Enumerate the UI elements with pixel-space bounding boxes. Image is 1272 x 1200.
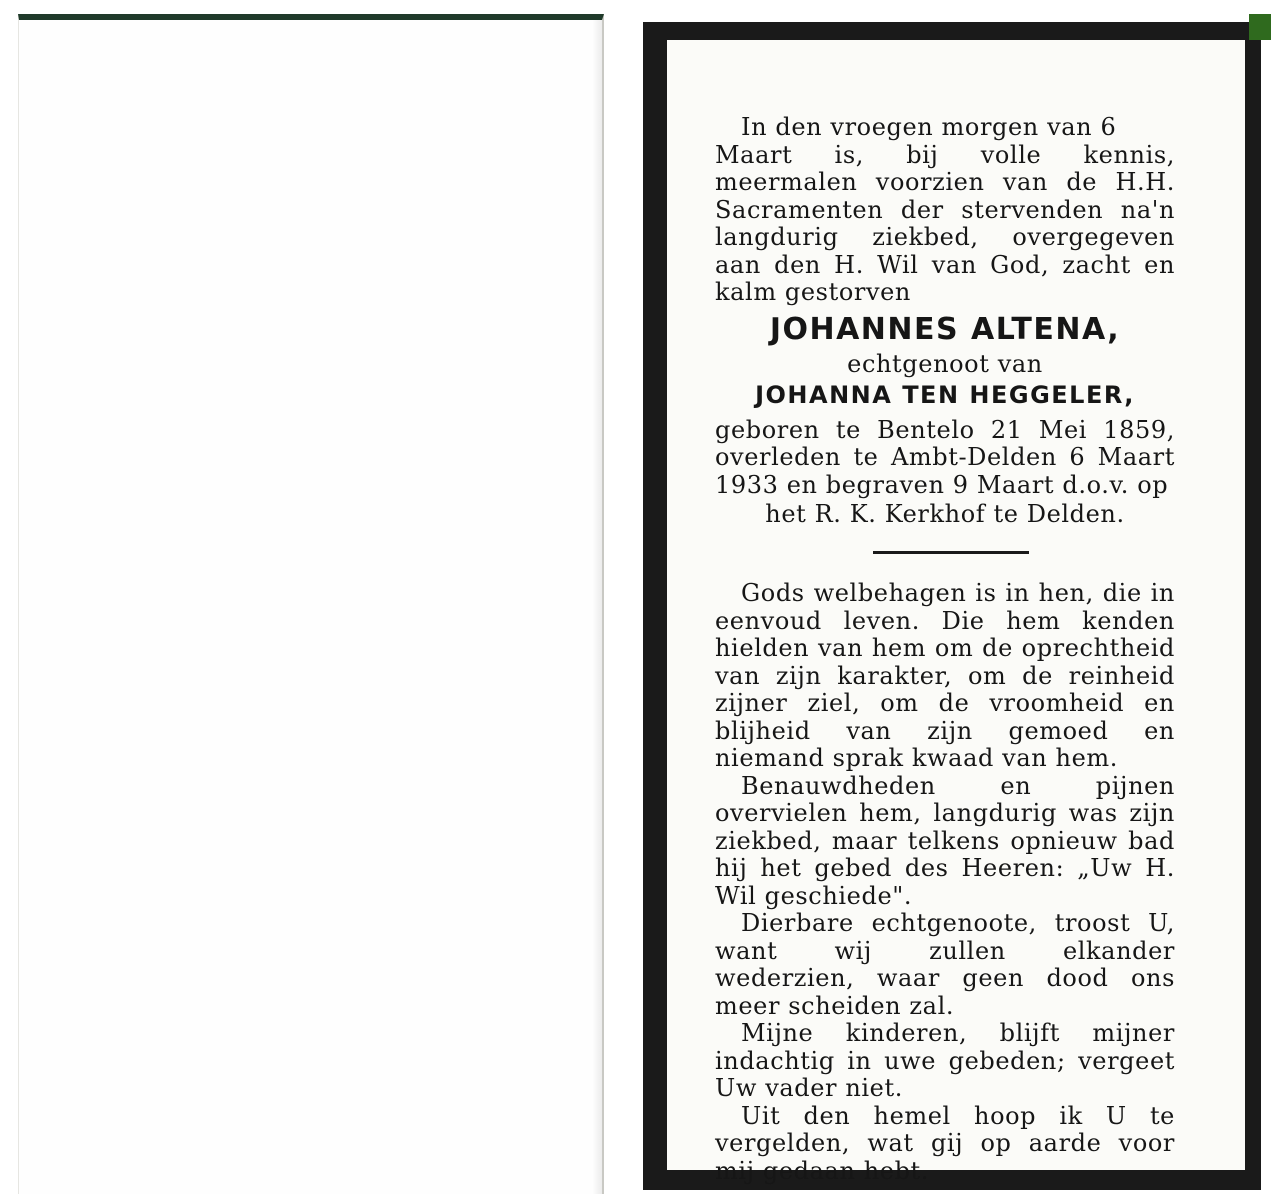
memorial-paragraph: Gods welbehagen is in hen, die in eenvoud leven. Die hem kenden hielden van hem om de oprechtheid van zijn karakter, om de reinheid zijner ziel, om de vroomheid en blijheid van zijn gemoed en niemand sprak kwaad van hem. — [715, 579, 1175, 772]
mourning-card — [643, 22, 1261, 1190]
spouse-intro: echtgenoot van — [847, 349, 1043, 378]
divider-line — [873, 551, 1029, 554]
green-edge-mark — [1249, 14, 1271, 40]
memorial-text — [715, 580, 1175, 1185]
card-text-area — [667, 40, 1245, 1185]
blank-left-panel — [18, 14, 604, 1194]
memorial-paragraph: Dierbare echtgenoote, troost U, want wij zullen elkander wederzien, waar geen dood ons meer scheiden zal. — [715, 909, 1175, 1020]
deceased-name: JOHANNES ALTENA, — [769, 311, 1121, 347]
intro-paragraph: In den vroegen morgen van 6 Maart is, bij volle kennis, meermalen voorzien van de H.H. Sacramenten der stervenden na'n langdurig ziekbed, overgegeven aan den H. Wil van God, zacht en kalm gestorven — [715, 113, 1175, 306]
dates-paragraph: geboren te Bentelo 21 Mei 1859, overleden te Ambt-Delden 6 Maart 1933 en begraven 9 Maart d.o.v. op — [715, 415, 1175, 499]
dates-last-line: het R. K. Kerkhof te Delden. — [765, 500, 1125, 528]
memorial-paragraph: Benauwdheden en pijnen overvielen hem, langdurig was zijn ziekbed, maar telkens opnieuw bad hij het gebed des Heeren: „Uw H. Wil geschiede". — [715, 771, 1175, 910]
memorial-paragraph: Uit den hemel hoop ik U te vergelden, wat gij op aarde voor mij gedaan hebt. — [715, 1101, 1175, 1185]
memorial-paragraph: Mijne kinderen, blijft mijner indachtig in uwe gebeden; vergeet Uw vader niet. — [715, 1019, 1175, 1102]
spouse-name: JOHANNA TEN HEGGELER, — [755, 380, 1135, 409]
fold-shadow — [592, 20, 602, 1194]
